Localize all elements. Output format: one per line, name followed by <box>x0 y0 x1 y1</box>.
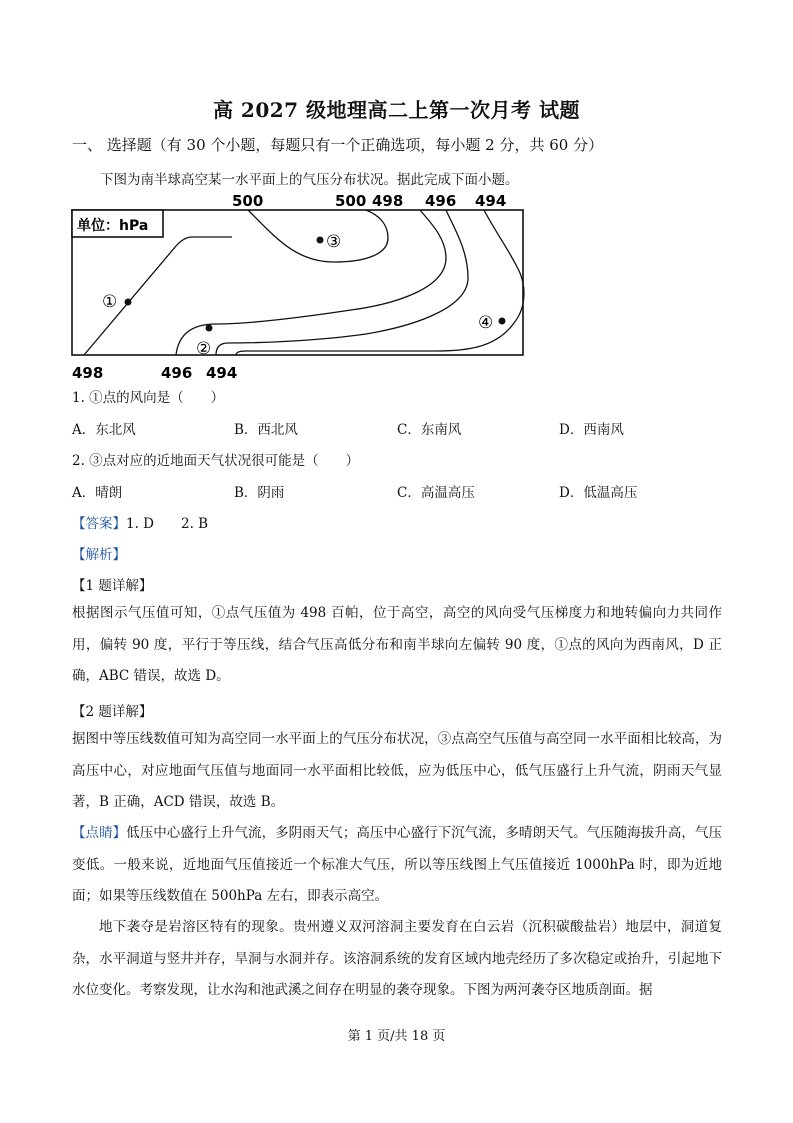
isobar-500-closed <box>248 210 388 262</box>
bottom-label-494: 494 <box>206 364 238 382</box>
tip-paragraph <box>72 818 722 913</box>
bottom-label-496: 496 <box>161 364 193 382</box>
top-label-500a: 500 <box>232 192 264 210</box>
tip-text: 低压中心盛行上升气流，多阴雨天气；高压中心盛行下沉气流，多晴朗天气。气压随海拔升高，气压变低。一般来说，近地面气压值接近一个标准大气压，所以等压线图上气压值接近 1000hPa 时，即为近地面；如果等压线数值在 500hPa 左右，即表示高空。 <box>72 825 723 904</box>
q2-option-c: C．高温高压 <box>397 485 475 501</box>
top-label-498: 498 <box>372 192 404 210</box>
q2-detail-text: 据图中等压线数值可知为高空同一水平面上的气压分布状况，③点高空气压值与高空同一水平面相比较高，为高压中心，对应地面气压值与地面同一水平面相比较低，应为低压中心，低气压盛行上升气流，阴雨天气显著，B 正确，ACD 错误，故选 B。 <box>72 731 722 810</box>
answer-row <box>72 512 208 532</box>
point-2-dot <box>206 325 213 332</box>
top-label-494: 494 <box>475 192 507 210</box>
q1-detail-heading: 【1 题详解】 <box>72 578 153 594</box>
section-heading: 一、 选择题（有 30 个小题，每题只有一个正确选项，每小题 2 分，共 60 分） <box>72 136 604 154</box>
isobar-496 <box>216 210 468 355</box>
point-3-dot <box>317 237 324 244</box>
q1-option-d: D．西南风 <box>559 422 624 438</box>
point-1-label: ① <box>102 292 118 312</box>
top-label-500b: 500 <box>335 192 367 210</box>
point-4-label: ④ <box>478 313 494 333</box>
top-label-496: 496 <box>425 192 457 210</box>
next-passage: 地下袭夺是岩溶区特有的现象。贵州遵义双河溶洞主要发育在白云岩（沉积碳酸盐岩）地层中，洞道复杂，水平洞道与竖井并存，旱洞与水洞并存。该溶洞系统的发育区域内地壳经历了多次稳定或抬升，引起地下水位变化。考察发现，让水沟和池武溪之间存在明显的袭夺现象。下图为两河袭夺区地质剖面。据 <box>72 919 722 998</box>
analysis-label: 【解析】 <box>72 547 126 563</box>
tip-label: 【点睛】 <box>72 825 127 841</box>
page-title: 高 2027 级地理高二上第一次月考 试题 <box>212 98 581 122</box>
isobar-map <box>66 188 536 383</box>
q1-option-c: C．东南风 <box>397 422 462 438</box>
q1-option-b: B．西北风 <box>234 422 298 438</box>
intro-text: 下图为南半球高空某一水平面上的气压分布状况。据此完成下面小题。 <box>100 172 519 188</box>
isobar-498 <box>176 210 446 355</box>
bottom-label-498: 498 <box>72 364 104 382</box>
isobar-494 <box>236 210 524 355</box>
point-4-dot <box>499 318 506 325</box>
point-1-dot <box>125 299 132 306</box>
point-3-label: ③ <box>326 232 342 252</box>
q2-option-b: B．阴雨 <box>234 485 285 501</box>
answer-label: 【答案】 <box>72 516 126 532</box>
answer-text: 1. D 2. B <box>126 516 209 532</box>
q2-option-d: D．低温高压 <box>559 485 638 501</box>
question-1-stem: 1. ①点的风向是（ ） <box>72 390 225 406</box>
q2-detail-heading: 【2 题详解】 <box>72 704 153 720</box>
page-footer: 第 1 页/共 18 页 <box>347 1029 446 1044</box>
q2-option-a: A．晴朗 <box>72 485 123 501</box>
q1-option-a: A．东北风 <box>72 422 136 438</box>
question-2-stem: 2. ③点对应的近地面天气状况很可能是（ ） <box>72 453 360 469</box>
unit-label: 单位：hPa <box>77 218 149 234</box>
point-2-label: ② <box>196 339 212 359</box>
q1-detail-text: 根据图示气压值可知，①点气压值为 498 百帕，位于高空，高空的风向受气压梯度力和地转偏向力共同作用，偏转 90 度，平行于等压线，结合气压高低分布和南半球向左偏转 90 度，①点的风向为西南风，D 正确，ABC 错误，故选 D。 <box>72 605 722 684</box>
